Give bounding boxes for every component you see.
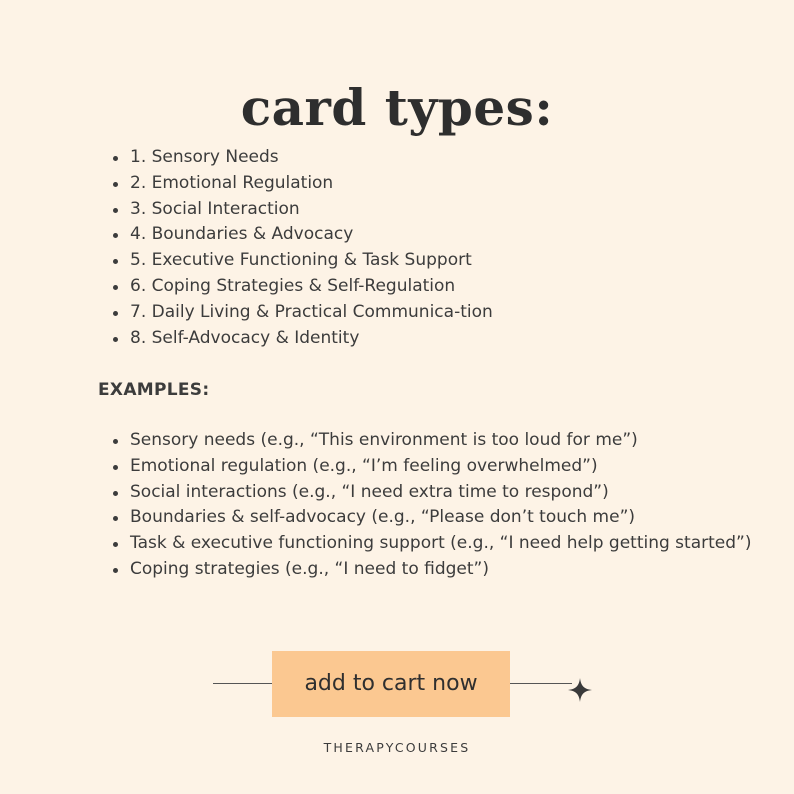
page-title: card types: (240, 77, 554, 137)
list-item: 1. Sensory Needs (108, 145, 493, 171)
add-to-cart-button[interactable]: add to cart now (272, 651, 510, 717)
sparkle-icon (568, 678, 592, 702)
list-item: Sensory needs (e.g., “This environment is too loud for me”) (108, 428, 751, 454)
list-item: Coping strategies (e.g., “I need to fidget”) (108, 557, 751, 583)
brand-name: THERAPYCOURSES (323, 740, 471, 755)
list-item: 5. Executive Functioning & Task Support (108, 248, 493, 274)
list-item: 2. Emotional Regulation (108, 171, 493, 197)
list-item: Emotional regulation (e.g., “I’m feeling overwhelmed”) (108, 454, 751, 480)
card-types-list (108, 145, 493, 351)
list-item: Boundaries & self-advocacy (e.g., “Please don’t touch me”) (108, 505, 751, 531)
list-item: Social interactions (e.g., “I need extra time to respond”) (108, 480, 751, 506)
list-item: 6. Coping Strategies & Self-Regulation (108, 274, 493, 300)
list-item: 8. Self-Advocacy & Identity (108, 326, 493, 352)
list-item: 3. Social Interaction (108, 197, 493, 223)
divider-left (213, 683, 272, 684)
divider-right (510, 683, 572, 684)
examples-heading: EXAMPLES: (98, 380, 210, 400)
examples-list (108, 428, 751, 583)
list-item: 4. Boundaries & Advocacy (108, 222, 493, 248)
list-item: 7. Daily Living & Practical Communica-tion (108, 300, 493, 326)
list-item: Task & executive functioning support (e.g., “I need help getting started”) (108, 531, 751, 557)
